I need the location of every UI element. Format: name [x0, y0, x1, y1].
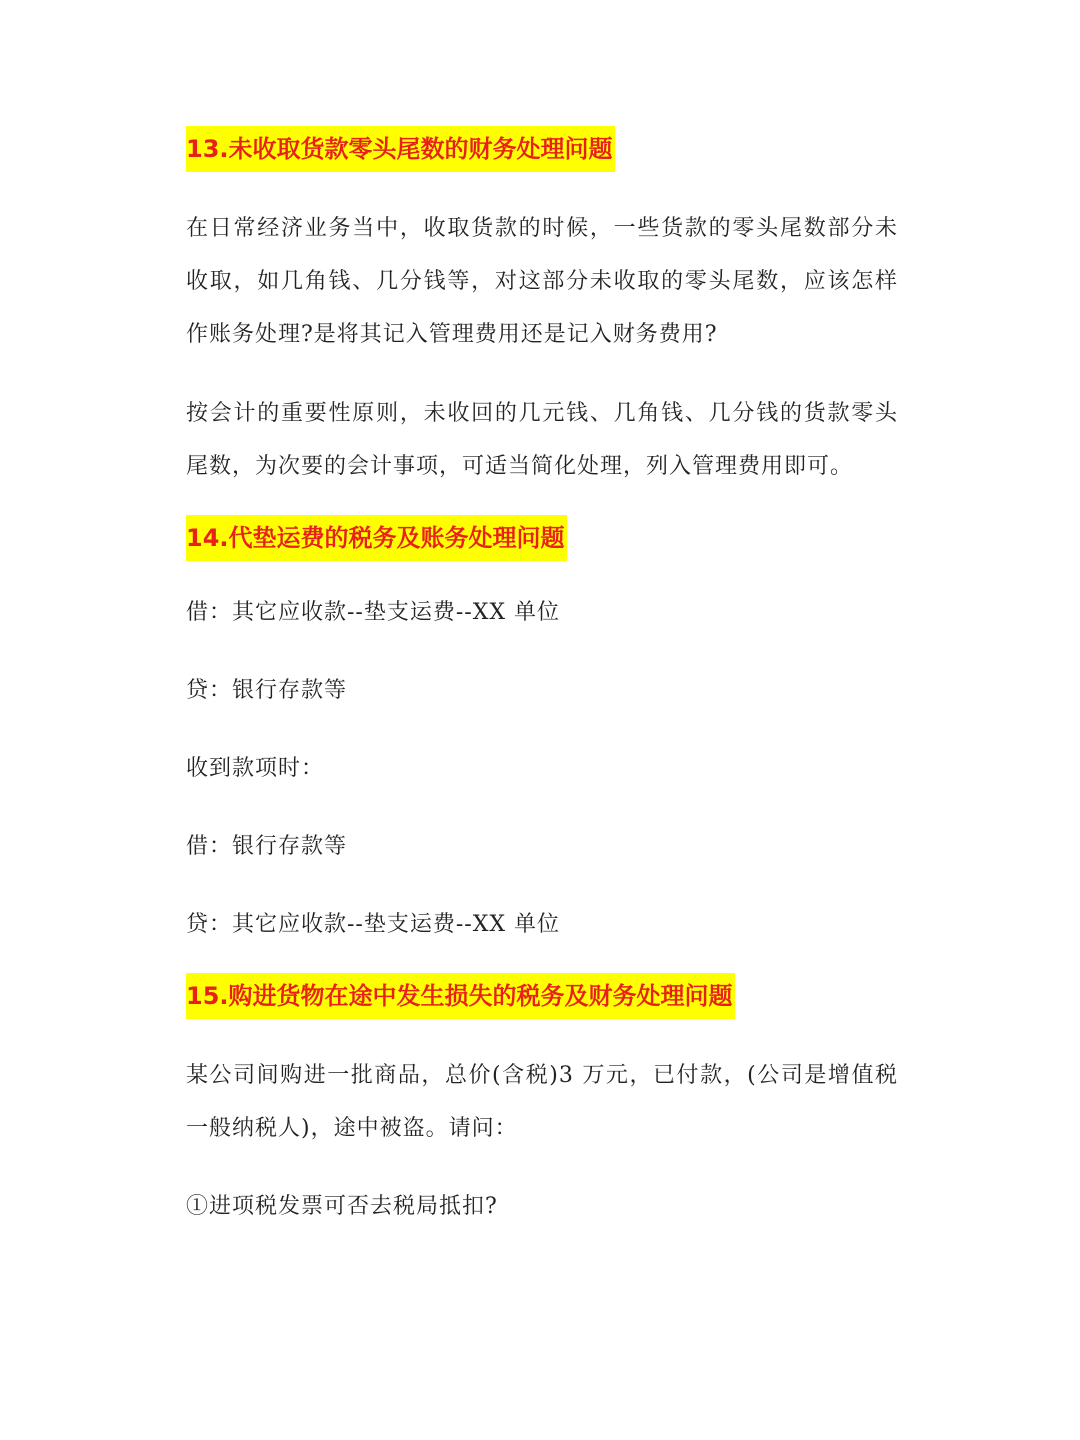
document-content	[186, 126, 898, 1233]
journal-entry-line: 借：银行存款等	[186, 834, 348, 859]
journal-entry-line: 收到款项时：	[186, 756, 325, 781]
paragraph: ①进项税发票可否去税局抵扣?	[186, 1194, 498, 1219]
section-13	[186, 126, 898, 493]
section-15	[186, 951, 898, 1233]
section-14	[186, 493, 898, 951]
section-heading: 13.未收取货款零头尾数的财务处理问题	[186, 126, 615, 172]
section-heading: 15.购进货物在途中发生损失的税务及财务处理问题	[186, 973, 735, 1019]
paragraph: 某公司间购进一批商品，总价(含税)3 万元，已付款，(公司是增值税一般纳税人)，途中被盗。请问：	[186, 1063, 898, 1141]
journal-entry-line: 贷：银行存款等	[186, 678, 348, 703]
paragraph: 按会计的重要性原则，未收回的几元钱、几角钱、几分钱的货款零头尾数，为次要的会计事项，可适当简化处理，列入管理费用即可。	[186, 401, 898, 479]
section-heading: 14.代垫运费的税务及账务处理问题	[186, 515, 567, 561]
journal-entry-line: 借：其它应收款--垫支运费--XX 单位	[186, 600, 561, 625]
journal-entry-line: 贷：其它应收款--垫支运费--XX 单位	[186, 912, 561, 937]
paragraph: 在日常经济业务当中，收取货款的时候，一些货款的零头尾数部分未收取，如几角钱、几分钱等，对这部分未收取的零头尾数，应该怎样作账务处理?是将其记入管理费用还是记入财务费用?	[186, 216, 898, 347]
